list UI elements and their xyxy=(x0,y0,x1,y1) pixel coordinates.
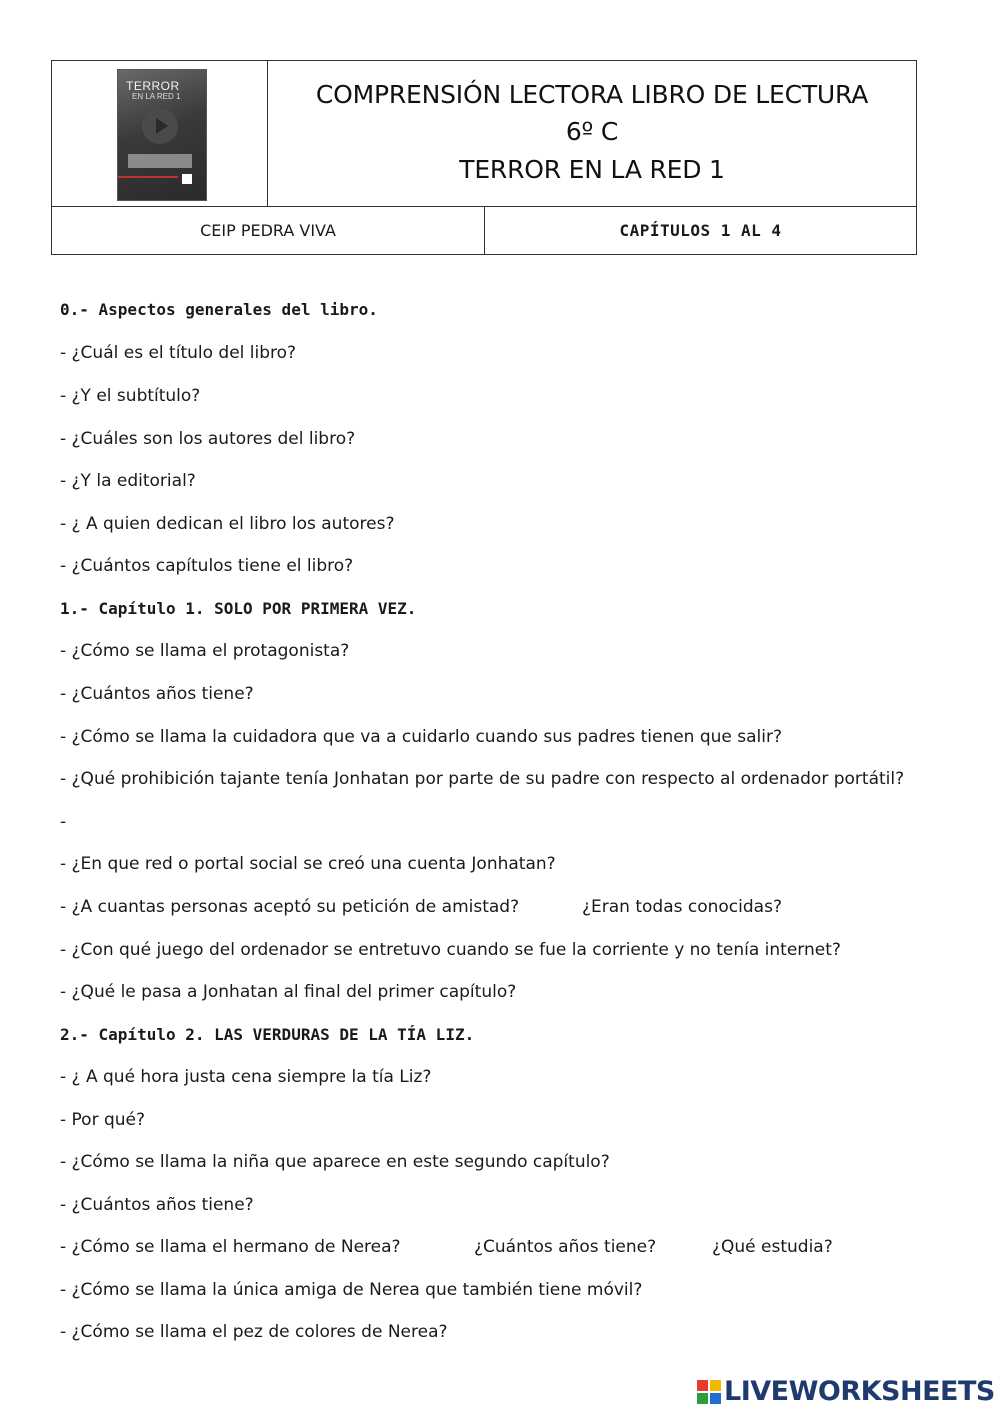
header-bottom-row xyxy=(52,207,916,254)
question: - xyxy=(60,812,67,832)
liveworksheets-logo-icon xyxy=(697,1380,721,1404)
question: - ¿Con qué juego del ordenador se entretuvo cuando se fue la corriente y no tenía internet? xyxy=(60,940,841,960)
school-name: CEIP PEDRA VIVA xyxy=(52,207,485,254)
cover-title: TERROR xyxy=(126,79,180,93)
header-table xyxy=(51,60,917,255)
title-line-2: 6º C xyxy=(565,117,619,146)
publisher-logo-icon xyxy=(182,174,192,184)
question: - ¿A cuantas personas aceptó su petición de amistad? xyxy=(60,897,520,917)
book-cover-image xyxy=(117,69,207,201)
question: - ¿Y la editorial? xyxy=(60,471,196,491)
question: - Por qué? xyxy=(60,1110,146,1130)
question: - ¿Cómo se llama la cuidadora que va a cuidarlo cuando sus padres tienen que salir? xyxy=(60,727,783,747)
question: - ¿Qué prohibición tajante tenía Jonhatan por parte de su padre con respecto al ordenador portátil? xyxy=(60,769,905,789)
cover-cell xyxy=(52,61,268,206)
cover-subtitle: EN LA RED 1 xyxy=(132,92,181,101)
question-inline: ¿Eran todas conocidas? xyxy=(582,897,782,917)
title-line-1: COMPRENSIÓN LECTORA LIBRO DE LECTURA xyxy=(315,80,869,109)
question: - ¿ A quien dedican el libro los autores? xyxy=(60,514,395,534)
title-line-3: TERROR EN LA RED 1 xyxy=(459,155,725,184)
question: - ¿Cuántos capítulos tiene el libro? xyxy=(60,556,354,576)
play-icon xyxy=(142,108,178,144)
question: - ¿Cuál es el título del libro? xyxy=(60,343,297,363)
header-top-row xyxy=(52,61,916,207)
question-inline: ¿Cuántos años tiene? xyxy=(474,1237,657,1257)
question: - ¿ A qué hora justa cena siempre la tía Liz? xyxy=(60,1067,432,1087)
question: - ¿Qué le pasa a Jonhatan al final del primer capítulo? xyxy=(60,982,517,1002)
question: - ¿Cómo se llama la niña que aparece en este segundo capítulo? xyxy=(60,1152,610,1172)
question: - ¿Cuáles son los autores del libro? xyxy=(60,429,356,449)
question: - ¿Cuántos años tiene? xyxy=(60,684,254,704)
question-inline: ¿Qué estudia? xyxy=(712,1237,833,1257)
question: - ¿Cómo se llama la única amiga de Nerea que también tiene móvil? xyxy=(60,1280,643,1300)
question: - ¿Cómo se llama el pez de colores de Nerea? xyxy=(60,1322,448,1342)
section-heading-2: 2.- Capítulo 2. LAS VERDURAS DE LA TÍA LIZ. xyxy=(60,1025,475,1044)
title-cell xyxy=(268,61,916,206)
question: - ¿Cuántos años tiene? xyxy=(60,1195,254,1215)
cover-strip xyxy=(118,176,178,178)
section-heading-0: 0.- Aspectos generales del libro. xyxy=(60,300,378,319)
question: - ¿Y el subtítulo? xyxy=(60,386,201,406)
section-heading-1: 1.- Capítulo 1. SOLO POR PRIMERA VEZ. xyxy=(60,599,417,618)
question: - ¿Cómo se llama el hermano de Nerea? xyxy=(60,1237,401,1257)
question: - ¿Cómo se llama el protagonista? xyxy=(60,641,350,661)
chapters-range: CAPÍTULOS 1 AL 4 xyxy=(619,221,782,240)
question: - ¿En que red o portal social se creó una cuenta Jonhatan? xyxy=(60,854,556,874)
cover-band xyxy=(128,154,192,168)
watermark-text: LIVEWORKSHEETS xyxy=(724,1376,995,1407)
